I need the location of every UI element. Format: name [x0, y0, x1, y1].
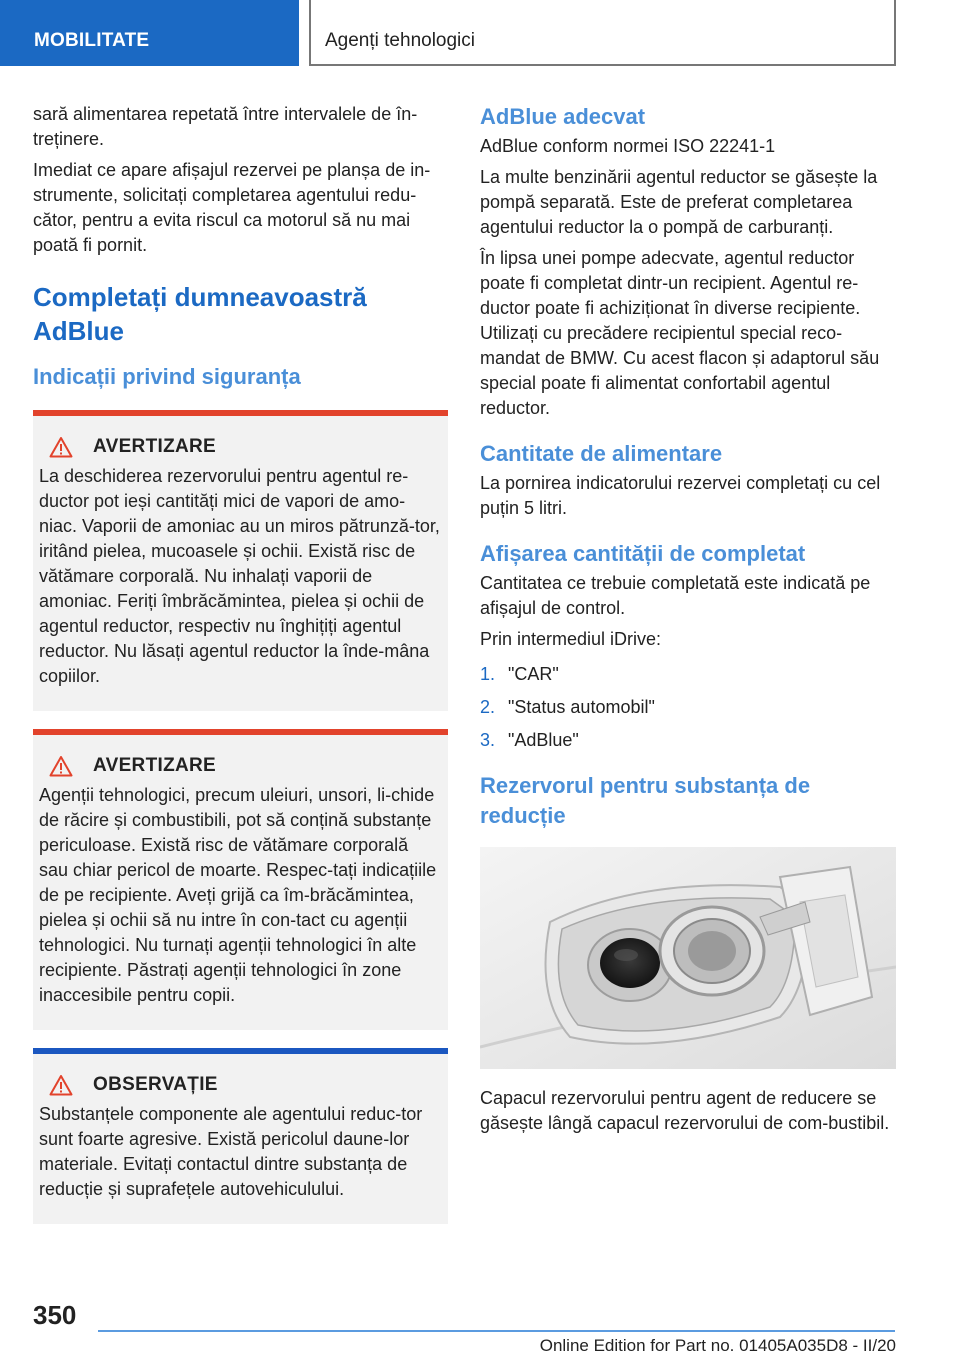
- step-label: "Status automobil": [508, 697, 655, 717]
- warning-triangle-icon: [49, 1074, 73, 1096]
- warning-heading: [49, 755, 442, 777]
- warning-box-2: [33, 729, 448, 1030]
- notice-box: [33, 1048, 448, 1224]
- footer-rule: [98, 1330, 895, 1332]
- adblue-paragraph-2: La multe benzinării agentul reductor se găsește la pompă separată. Este de preferat completarea agentului reductor la o pompă de carburanți.: [480, 167, 878, 237]
- step-number: 2.: [480, 697, 496, 717]
- notice-heading: [49, 1074, 442, 1096]
- quantity-text: La pornirea indicatorului rezervei completați cu cel puțin 5 litri.: [480, 473, 881, 518]
- section-title: Completați dumneavoastră AdBlue: [33, 282, 367, 346]
- idrive-intro: Prin intermediul iDrive:: [480, 629, 662, 649]
- warning-triangle-icon: [49, 755, 73, 777]
- display-heading: Afișarea cantității de completat: [480, 541, 806, 566]
- page-number: 350: [33, 1300, 77, 1330]
- adblue-tank-cap-photo: [480, 847, 896, 1069]
- intro-paragraph-1: sară alimentarea repetată între intervalele de în-treținere.: [33, 104, 418, 149]
- warning-text: Agenții tehnologici, precum uleiuri, unsori, li-chide de răcire și combustibili, pot să conțină substanțe periculoase. Există risc de vătămare corporală sau chiar pericol de moarte. Respec-tați indicațiile de pe recipiente. Aveți grijă ca îm-brăcămintea, pielea și ochii să nu intre în con-tact cu agenții tehnologici. Nu turnați agenții tehnologici în alte recipiente. Păstrați agenții tehnologici în zone inaccesibile pentru copii.: [39, 785, 437, 1005]
- warning-heading: [49, 436, 442, 458]
- edition-note: Online Edition for Part no. 01405A035D8 - II/20: [539, 1336, 896, 1355]
- warning-triangle-icon: [49, 436, 73, 458]
- display-text: Cantitatea ce trebuie completată este indicată pe afișajul de control.: [480, 573, 871, 618]
- step-number: 3.: [480, 730, 496, 750]
- warning-box-1: [33, 410, 448, 711]
- notice-text: Substanțele componente ale agentului reduc-tor sunt foarte agresive. Există pericolul daune-lor materiale. Evitați contactul dintre substanța de reducție și suprafețele autovehiculului.: [39, 1104, 423, 1199]
- safety-heading: Indicații privind siguranța: [33, 364, 301, 389]
- warning-text: La deschiderea rezervorului pentru agentul re-ductor pot ieși cantități mici de vapori de amo-niac. Vaporii de amoniac au un miros pătrunză-tor, iritând pielea, mucoasele și ochii. Există risc de vătămare corporală. Nu inhalați vaporii de amoniac. Feriți îmbrăcămintea, pielea și ochii de agentul reductor, respectiv nu înghițiți agentul reductor. Nu lăsați agentul reductor la înde-mâna copiilor.: [39, 466, 440, 686]
- step-label: "CAR": [508, 664, 559, 684]
- step-item: [480, 695, 896, 720]
- adblue-paragraph-3: În lipsa unei pompe adecvate, agentul reductor poate fi completat dintr-un recipient. Agentul re-ductor poate fi achiziționat în diverse recipiente. Utilizați cu precădere recipientul special reco-mandat de BMW. Cu acest flacon și adaptorul său special poate fi alimentat confortabil agentul reductor.: [480, 248, 880, 418]
- adblue-norm: AdBlue conform normei ISO 22241-1: [480, 136, 776, 156]
- notice-heading-text: OBSERVAȚIE: [93, 1074, 218, 1095]
- idrive-steps: [480, 662, 896, 753]
- left-column: [33, 102, 448, 1224]
- photo-caption: Capacul rezervorului pentru agent de reducere se găsește lângă capacul rezervorului de com-bustibil.: [480, 1088, 890, 1133]
- right-column: [480, 102, 896, 1142]
- step-number: 1.: [480, 664, 496, 684]
- tank-heading: Rezervorul pentru substanța de reducție: [480, 773, 811, 828]
- warning-heading-text: AVERTIZARE: [93, 436, 216, 457]
- intro-paragraph-2: Imediat ce apare afișajul rezervei pe planșa de in-strumente, solicitați completarea agentului redu-cător, pentru a evita riscul ca motorul să nu mai poată fi pornit.: [33, 160, 431, 255]
- step-label: "AdBlue": [508, 730, 579, 750]
- chapter-title: Agenți tehnologici: [311, 0, 896, 66]
- section-tab: MOBILITATE: [0, 0, 299, 66]
- step-item: [480, 728, 896, 753]
- warning-heading-text: AVERTIZARE: [93, 755, 216, 776]
- quantity-heading: Cantitate de alimentare: [480, 441, 723, 466]
- step-item: [480, 662, 896, 687]
- adblue-heading: AdBlue adecvat: [480, 104, 646, 129]
